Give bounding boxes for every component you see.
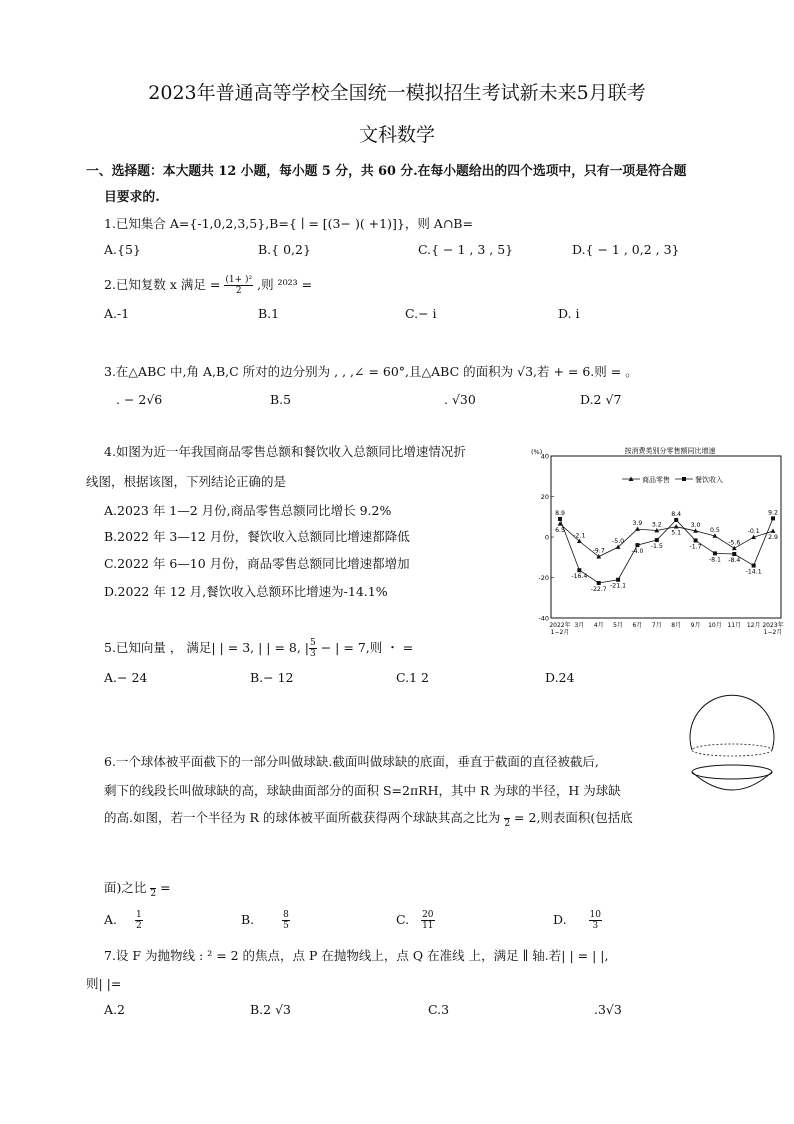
y-axis-ticks xyxy=(538,453,554,623)
q7-option-b: B.2 √3 xyxy=(250,1002,292,1017)
q3-option-d: D.2 √7 xyxy=(580,392,622,407)
q2-pre: 2.已知复数 x 满足 = xyxy=(104,277,221,292)
data-label: -5.6 xyxy=(728,539,741,547)
x-tick-label: 2023年 xyxy=(762,622,784,629)
retail-growth-line-chart xyxy=(530,440,786,642)
data-label: 2.9 xyxy=(768,534,778,542)
q7-line2: 则| |= xyxy=(86,976,122,991)
q6-option-c: C. $\frac{20}{11}$ xyxy=(396,910,434,931)
q5-option-a: A.− 24 xyxy=(104,670,148,685)
q6-line1: 6.一个球体被平面截下的一部分叫做球缺.截面叫做球缺的底面，垂直于截面的直径被截后, xyxy=(104,754,599,769)
data-label: 8.9 xyxy=(555,509,565,517)
q2-option-a: A.-1 xyxy=(104,306,130,321)
q1-option-b: B.{ 0,2} xyxy=(258,242,311,257)
data-label: -8.4 xyxy=(728,557,741,565)
q1-option-c: C.{ − 1 , 3 , 5} xyxy=(418,242,514,257)
x-tick-label: 10月 xyxy=(708,622,722,629)
data-label: -5.0 xyxy=(612,538,625,546)
q5-option-c: C.1 2 xyxy=(396,670,429,685)
q5-post: − | = 7,则 ・ = xyxy=(316,640,414,655)
q6-option-b: B. $\frac{8}{5}$ xyxy=(241,910,289,931)
q7-option-c: C.3 xyxy=(428,1002,450,1017)
q6-option-a: A. $\frac{1}{2}$ xyxy=(104,910,142,931)
data-label: 3.0 xyxy=(690,521,701,529)
chart-legend xyxy=(622,475,723,484)
q6-area-fraction: 2 xyxy=(150,878,156,899)
legend-retail: 商品零售 xyxy=(642,476,670,484)
q6-line2: 剩下的线段长叫做球缺的高，球缺曲面部分的面积 S=2πRH，其中 R 为球的半径，H 为球缺 xyxy=(104,783,621,798)
x-axis-ticks xyxy=(549,621,783,636)
catering-point xyxy=(577,568,581,572)
catering-point xyxy=(635,543,639,547)
q6-line4: 面)之比 2 = xyxy=(104,880,171,899)
q5-fraction: $\frac{5}{3}$ xyxy=(310,638,316,659)
data-label: -4.0 xyxy=(631,548,644,556)
y-tick-label: -20 xyxy=(538,574,549,582)
data-label: 8.4 xyxy=(671,510,682,518)
retail-point xyxy=(635,527,640,531)
x-tick-label: 3月 xyxy=(574,622,585,629)
q2-option-c: C.− i xyxy=(405,306,437,321)
legend-catering: 餐饮收入 xyxy=(695,476,723,484)
data-label: 9.2 xyxy=(768,509,778,517)
catering-point xyxy=(694,538,698,542)
legend-square-icon xyxy=(682,477,686,481)
data-label: 3.9 xyxy=(632,520,643,528)
page-title: 2023年普通高等学校全国统一模拟招生考试新未来5月联考 xyxy=(148,82,646,104)
x-tick-label: 12月 xyxy=(746,622,761,629)
y-tick-label: 20 xyxy=(540,493,549,501)
q4-option-c: C.2022 年 6—10 月份，商品零售总额同比增速都增加 xyxy=(104,556,410,571)
q4-option-a: A.2023 年 1—2 月份,商品零售总额同比增长 9.2% xyxy=(104,503,392,518)
q1-option-a: A.{5} xyxy=(104,242,141,257)
data-label: -22.7 xyxy=(590,585,607,593)
catering-point xyxy=(732,552,736,556)
q5-option-b: B.− 12 xyxy=(250,670,294,685)
y-tick-label: -40 xyxy=(538,614,549,623)
catering-point xyxy=(674,518,678,522)
data-label: -0.1 xyxy=(747,528,760,536)
data-label: -9.7 xyxy=(592,547,605,555)
data-label: 3.2 xyxy=(651,521,662,529)
q3-option-a: . − 2√6 xyxy=(116,392,163,407)
catering-point xyxy=(655,538,659,542)
catering-point xyxy=(558,517,562,521)
x-tick-label: 2022年 xyxy=(549,622,571,629)
q2-post: ,则 ²⁰²³ = xyxy=(257,277,313,292)
x-tick-label: 8月 xyxy=(671,622,682,629)
q4-option-d: D.2022 年 12 月,餐饮收入总额环比增速为-14.1% xyxy=(104,584,388,599)
q1-stem: 1.已知集合 A={-1,0,2,3,5},B={ ∣ = [(3− )( +1)]}，则 A∩B= xyxy=(104,216,473,231)
series-markers xyxy=(558,516,776,585)
data-label: -21.1 xyxy=(610,582,627,590)
chart-title: 按消费类别分零售额同比增速 xyxy=(624,447,716,455)
catering-point xyxy=(616,578,620,582)
page-subtitle: 文科数学 xyxy=(358,124,435,146)
x-tick-label-sub: 1−2月 xyxy=(763,629,783,636)
q7-option-d: .3√3 xyxy=(594,1002,622,1017)
q7-option-a: A.2 xyxy=(104,1002,125,1017)
q2-option-d: D. i xyxy=(558,306,580,321)
data-label: -14.1 xyxy=(745,568,762,576)
retail-point xyxy=(771,529,776,533)
data-label: 5.1 xyxy=(671,529,682,537)
section-header-cont: 目要求的. xyxy=(104,190,160,205)
q4-option-b: B.2022 年 3—12 月份，餐饮收入总额同比增速都降低 xyxy=(104,529,410,544)
x-tick-label: 9月 xyxy=(690,622,701,629)
catering-point xyxy=(771,516,775,520)
q2-option-b: B.1 xyxy=(258,306,280,321)
q5-option-d: D.24 xyxy=(545,670,575,685)
data-label: -8.1 xyxy=(708,556,721,564)
q5-pre: 5.已知向量 ， 满足| | = 3, | | = 8, | xyxy=(104,640,310,655)
data-labels xyxy=(555,509,778,593)
q3-stem: 3.在△ABC 中,角 A,B,C 所对的边分别为 , , ,∠ = 60°,且△ABC 的面积为 √3,若 + = 6.则 = 。 xyxy=(104,364,638,379)
retail-point xyxy=(732,546,737,550)
x-tick-label: 6月 xyxy=(632,622,643,629)
catering-point xyxy=(752,564,756,568)
data-label: -16.4 xyxy=(571,573,588,581)
data-label: 6.5 xyxy=(555,526,565,534)
x-tick-label: 4月 xyxy=(593,622,604,629)
x-tick-label: 7月 xyxy=(651,622,662,629)
catering-point xyxy=(713,551,717,555)
q3-option-b: B.5 xyxy=(270,392,292,407)
x-tick-label: 11月 xyxy=(727,622,742,629)
q6-line3: 的高.如图，若一个半径为 R 的球体被平面所截获得两个球缺其高之比为 2 = 2,则表面积(包括底 xyxy=(104,810,633,829)
data-label: -2.1 xyxy=(573,532,586,540)
section-header: 一、选择题：本大题共 12 小题，每小题 5 分，共 60 分.在每小题给出的四个选项中，只有一项是符合题 xyxy=(86,164,687,179)
y-tick-label: 40 xyxy=(540,452,549,461)
q6-ratio-fraction: 2 xyxy=(504,808,510,829)
retail-point xyxy=(674,524,679,528)
q2-fraction: $\frac{\text{(1+ )²}}{2}$ xyxy=(225,275,253,296)
y-tick-label: 0 xyxy=(544,533,549,542)
q7-line1: 7.设 F 为抛物线 : ² = 2 的焦点，点 P 在抛物线上，点 Q 在准线 上，满足 ∥ 轴.若| | = | |, xyxy=(104,948,609,963)
catering-point xyxy=(597,581,601,585)
q6-option-d: D. $\frac{10}{3}$ xyxy=(553,910,601,931)
x-tick-label: 5月 xyxy=(613,622,624,629)
q4-stem-line2: 线图，根据该图，下列结论正确的是 xyxy=(86,474,287,489)
q4-stem-line1: 4.如图为近一年我国商品零售总额和餐饮收入总额同比增速情况折 xyxy=(104,444,466,459)
q5-stem xyxy=(104,638,413,659)
q3-option-c: . √30 xyxy=(444,392,476,407)
data-label: 0.5 xyxy=(709,526,720,534)
data-label: -1.5 xyxy=(650,543,663,551)
data-label: -1.7 xyxy=(689,543,702,551)
sphere-cap-figure xyxy=(686,680,780,804)
chart-ylabel: (%) xyxy=(531,448,543,456)
q1-option-d: D.{ − 1 , 0,2 , 3} xyxy=(572,242,680,257)
x-tick-label-sub: 1−2月 xyxy=(550,629,570,636)
q2-stem xyxy=(104,275,312,296)
